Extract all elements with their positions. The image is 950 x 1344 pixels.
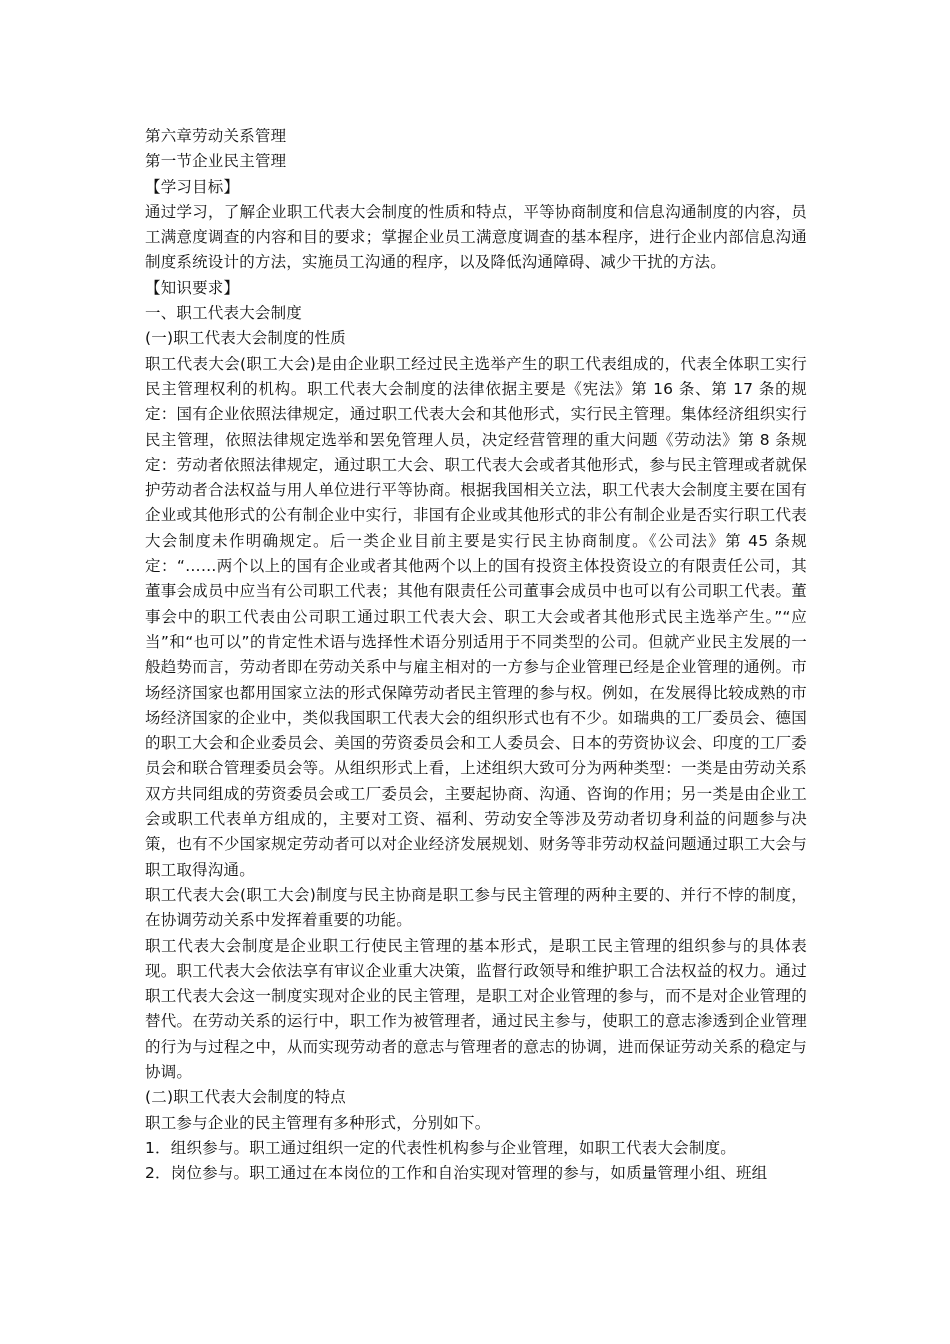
document-body (145, 124, 807, 1186)
body-paragraph-4: 职工参与企业的民主管理有多种形式，分别如下。 (145, 1113, 491, 1132)
subsection-heading-1-2: (二)职工代表大会制度的特点 (145, 1088, 346, 1107)
body-paragraph-1: 职工代表大会(职工大会)是由企业职工经过民主选举产生的职工代表组成的，代表全体职工实行民主管理权利的机构。职工代表大会制度的法律依据主要是《宪法》第 16 条、第 17 条的规定：国有企业依照法律规定，通过职工代表大会和其他形式，实行民主管理。集体经济组织实行民主管理，依照法律规定选举和罢免管理人员，决定经营管理的重大问题《劳动法》第 8 条规定：劳动者依照法律规定，通过职工大会、职工代表大会或者其他形式，参与民主管理或者就保护劳动者合法权益与用人单位进行平等协商。根据我国相关立法，职工代表大会制度主要在国有企业或其他形式的公有制企业中实行，非国有企业或其他形式的非公有制企业是否实行职工代表大会制度未作明确规定。后一类企业目前主要是实行民主协商制度。《公司法》第 45 条规定：“……两个以上的国有企业或者其他两个以上的国有投资主体投资设立的有限责任公司，其董事会成员中应当有公司职工代表；其他有限责任公司董事会成员中也可以有公司职工代表。董事会中的职工代表由公司职工通过职工代表大会、职工大会或者其他形式民主选举产生。”“应当”和“也可以”的肯定性术语与选择性术语分别适用于不同类型的公司。但就产业民主发展的一般趋势而言，劳动者即在劳动关系中与雇主相对的一方参与企业管理已经是企业管理的通例。市场经济国家也都用国家立法的形式保障劳动者民主管理的参与权。例如，在发展得比较成熟的市场经济国家的企业中，类似我国职工代表大会的组织形式也有不少。如瑞典的工厂委员会、德国的职工大会和企业委员会、美国的劳资委员会和工人委员会、日本的劳资协议会、印度的工厂委员会和联合管理委员会等。从组织形式上看，上述组织大致可分为两种类型：一类是由劳动关系双方共同组成的劳资委员会或工厂委员会，主要起协商、沟通、咨询的作用；另一类是由企业工会或职工代表单方组成的，主要对工资、福利、劳动安全等涉及劳动者切身利益的问题参与决策，也有不少国家规定劳动者可以对企业经济发展规划、财务等非劳动权益问题通过职工大会与职工取得沟通。 (145, 354, 807, 879)
subsection-heading-1-1: (一)职工代表大会制度的性质 (145, 329, 346, 348)
knowledge-heading: 【知识要求】 (145, 278, 240, 297)
body-paragraph-3: 职工代表大会制度是企业职工行使民主管理的基本形式，是职工民主管理的组织参与的具体表现。职工代表大会依法享有审议企业重大决策，监督行政领导和维护职工合法权益的权力。通过职工代表大会这一制度实现对企业的民主管理，是职工对企业管理的参与，而不是对企业管理的替代。在劳动关系的运行中，职工作为被管理者，通过民主参与，使职工的意志渗透到企业管理的行为与过程之中，从而实现劳动者的意志与管理者的意志的协调，进而保证劳动关系的稳定与协调。 (145, 936, 807, 1081)
list-item-2: 2．岗位参与。职工通过在本岗位的工作和自治实现对管理的参与，如质量管理小组、班组 (145, 1164, 768, 1183)
body-paragraph-2: 职工代表大会(职工大会)制度与民主协商是职工参与民主管理的两种主要的、并行不悖的制度，在协调劳动关系中发挥着重要的功能。 (145, 885, 807, 930)
chapter-title: 第六章劳动关系管理 (145, 127, 287, 145)
list-item-1: 1．组织参与。职工通过组织一定的代表性机构参与企业管理，如职工代表大会制度。 (145, 1138, 736, 1157)
subsection-heading-1: 一、职工代表大会制度 (145, 304, 303, 323)
learning-goals-paragraph: 通过学习，了解企业职工代表大会制度的性质和特点，平等协商制度和信息沟通制度的内容，员工满意度调查的内容和目的要求；掌握企业员工满意度调查的基本程序，进行企业内部信息沟通制度系统设计的方法，实施员工沟通的程序，以及降低沟通障碍、减少干扰的方法。 (145, 202, 807, 272)
section-title: 第一节企业民主管理 (145, 152, 287, 171)
learning-goals-heading: 【学习目标】 (145, 177, 240, 196)
